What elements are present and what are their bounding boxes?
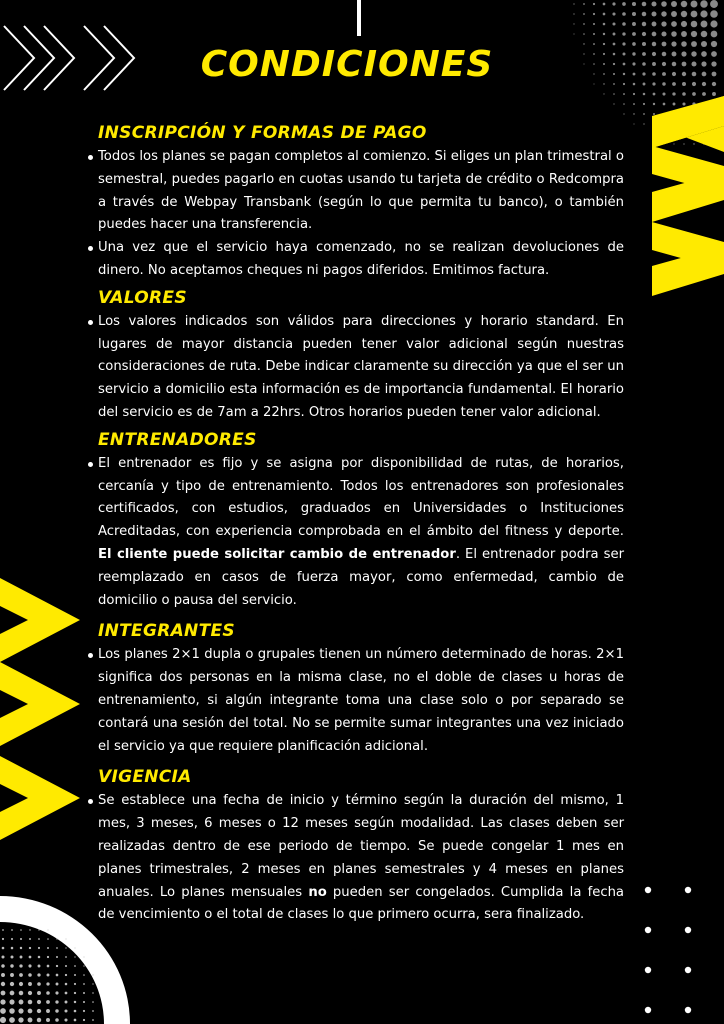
item-text: El entrenador es fijo y se asigna por disponibilidad de rutas, de horarios, cercanía y tipo de entrenamiento. Todos los entrenadores son profesionales certificados, con estudios, graduados en Universidades o Instituciones Acreditadas, con experiencia comprobada en el ámbito del fitness y deporte. [98, 455, 624, 540]
item-text: Se establece una fecha de inicio y término según la duración del mismo, 1 mes, 3 meses, 6 meses o 12 meses según modalidad. Las clases deben ser realizadas dentro de ese periodo de tiempo. Se puede congelar 1 mes en planes trimestrales, 2 meses en planes semestrales y 4 meses en planes anuales. Lo planes mensuales [98, 793, 624, 900]
item-text: . El entrenador podra ser reemplazado en casos de fuerza mayor, como enfermedad, cambio de domicilio o pausa del servicio. [98, 546, 624, 608]
bullet-list [88, 453, 624, 613]
list-item [88, 453, 624, 613]
bullet-list [88, 311, 624, 425]
item-bold-text: no [308, 884, 327, 900]
section-valores [88, 287, 624, 425]
yellow-chevrons-right-icon [652, 96, 724, 316]
bullet-list [88, 790, 624, 927]
item-bold-text: El cliente puede solicitar cambio de entrenador [98, 546, 456, 562]
section-heading: INTEGRANTES [98, 621, 235, 642]
list-item [88, 790, 624, 927]
section-heading: INSCRIPCIÓN Y FORMAS DE PAGO [98, 123, 427, 143]
list-item: Todos los planes se pagan completos al comienzo. Si eliges un plan trimestral o semestral, puedes pagarlo en cuotas usando tu tarjeta de crédito o Redcompra a través de Webpay Transbank (según lo que permita tu banco), o también puedes hacer una transferencia. [88, 146, 624, 237]
section-heading: VALORES [98, 287, 187, 308]
section-vigencia [88, 766, 624, 927]
yellow-chevrons-left-icon [0, 578, 80, 840]
list-item: Los valores indicados son válidos para direcciones y horario standard. En lugares de mayor distancia pueden tener valor adicional según nuestras consideraciones de ruta. Debe indicar claramente su dirección ya que el ser un servicio a domicilio esta información es de importancia fundamental. El horario del servicio es de 7am a 22hrs. Otros horarios pueden tener valor adicional. [88, 311, 624, 425]
white-dots-bottom-right [634, 878, 724, 1024]
section-inscripcion [88, 122, 624, 283]
item-text: pueden ser congelados. Cumplida la fecha de vencimiento o el total de clases lo que primero ocurra, sera finalizado. [98, 884, 625, 923]
section-entrenadores [88, 429, 624, 613]
top-divider-bar [357, 0, 361, 36]
section-integrantes [88, 620, 624, 758]
list-item: Una vez que el servicio haya comenzado, no se realizan devoluciones de dinero. No aceptamos cheques ni pagos diferidos. Emitimos factura. [88, 237, 624, 283]
page-title: CONDICIONES [200, 44, 494, 85]
list-item: Los planes 2×1 dupla o grupales tienen un número determinado de horas. 2×1 significa dos personas en la misma clase, no el doble de clases u horas de entrenamiento, si algún integrante toma una clase solo o por separado se contará una sesión del total. No se permite sumar integrantes una vez iniciado el servicio ya que requiere planificación adicional. [88, 644, 624, 758]
section-heading: ENTRENADORES [98, 429, 257, 450]
bullet-list [88, 146, 624, 283]
conditions-content [88, 122, 624, 927]
section-heading: VIGENCIA [98, 767, 192, 788]
bullet-list [88, 644, 624, 758]
